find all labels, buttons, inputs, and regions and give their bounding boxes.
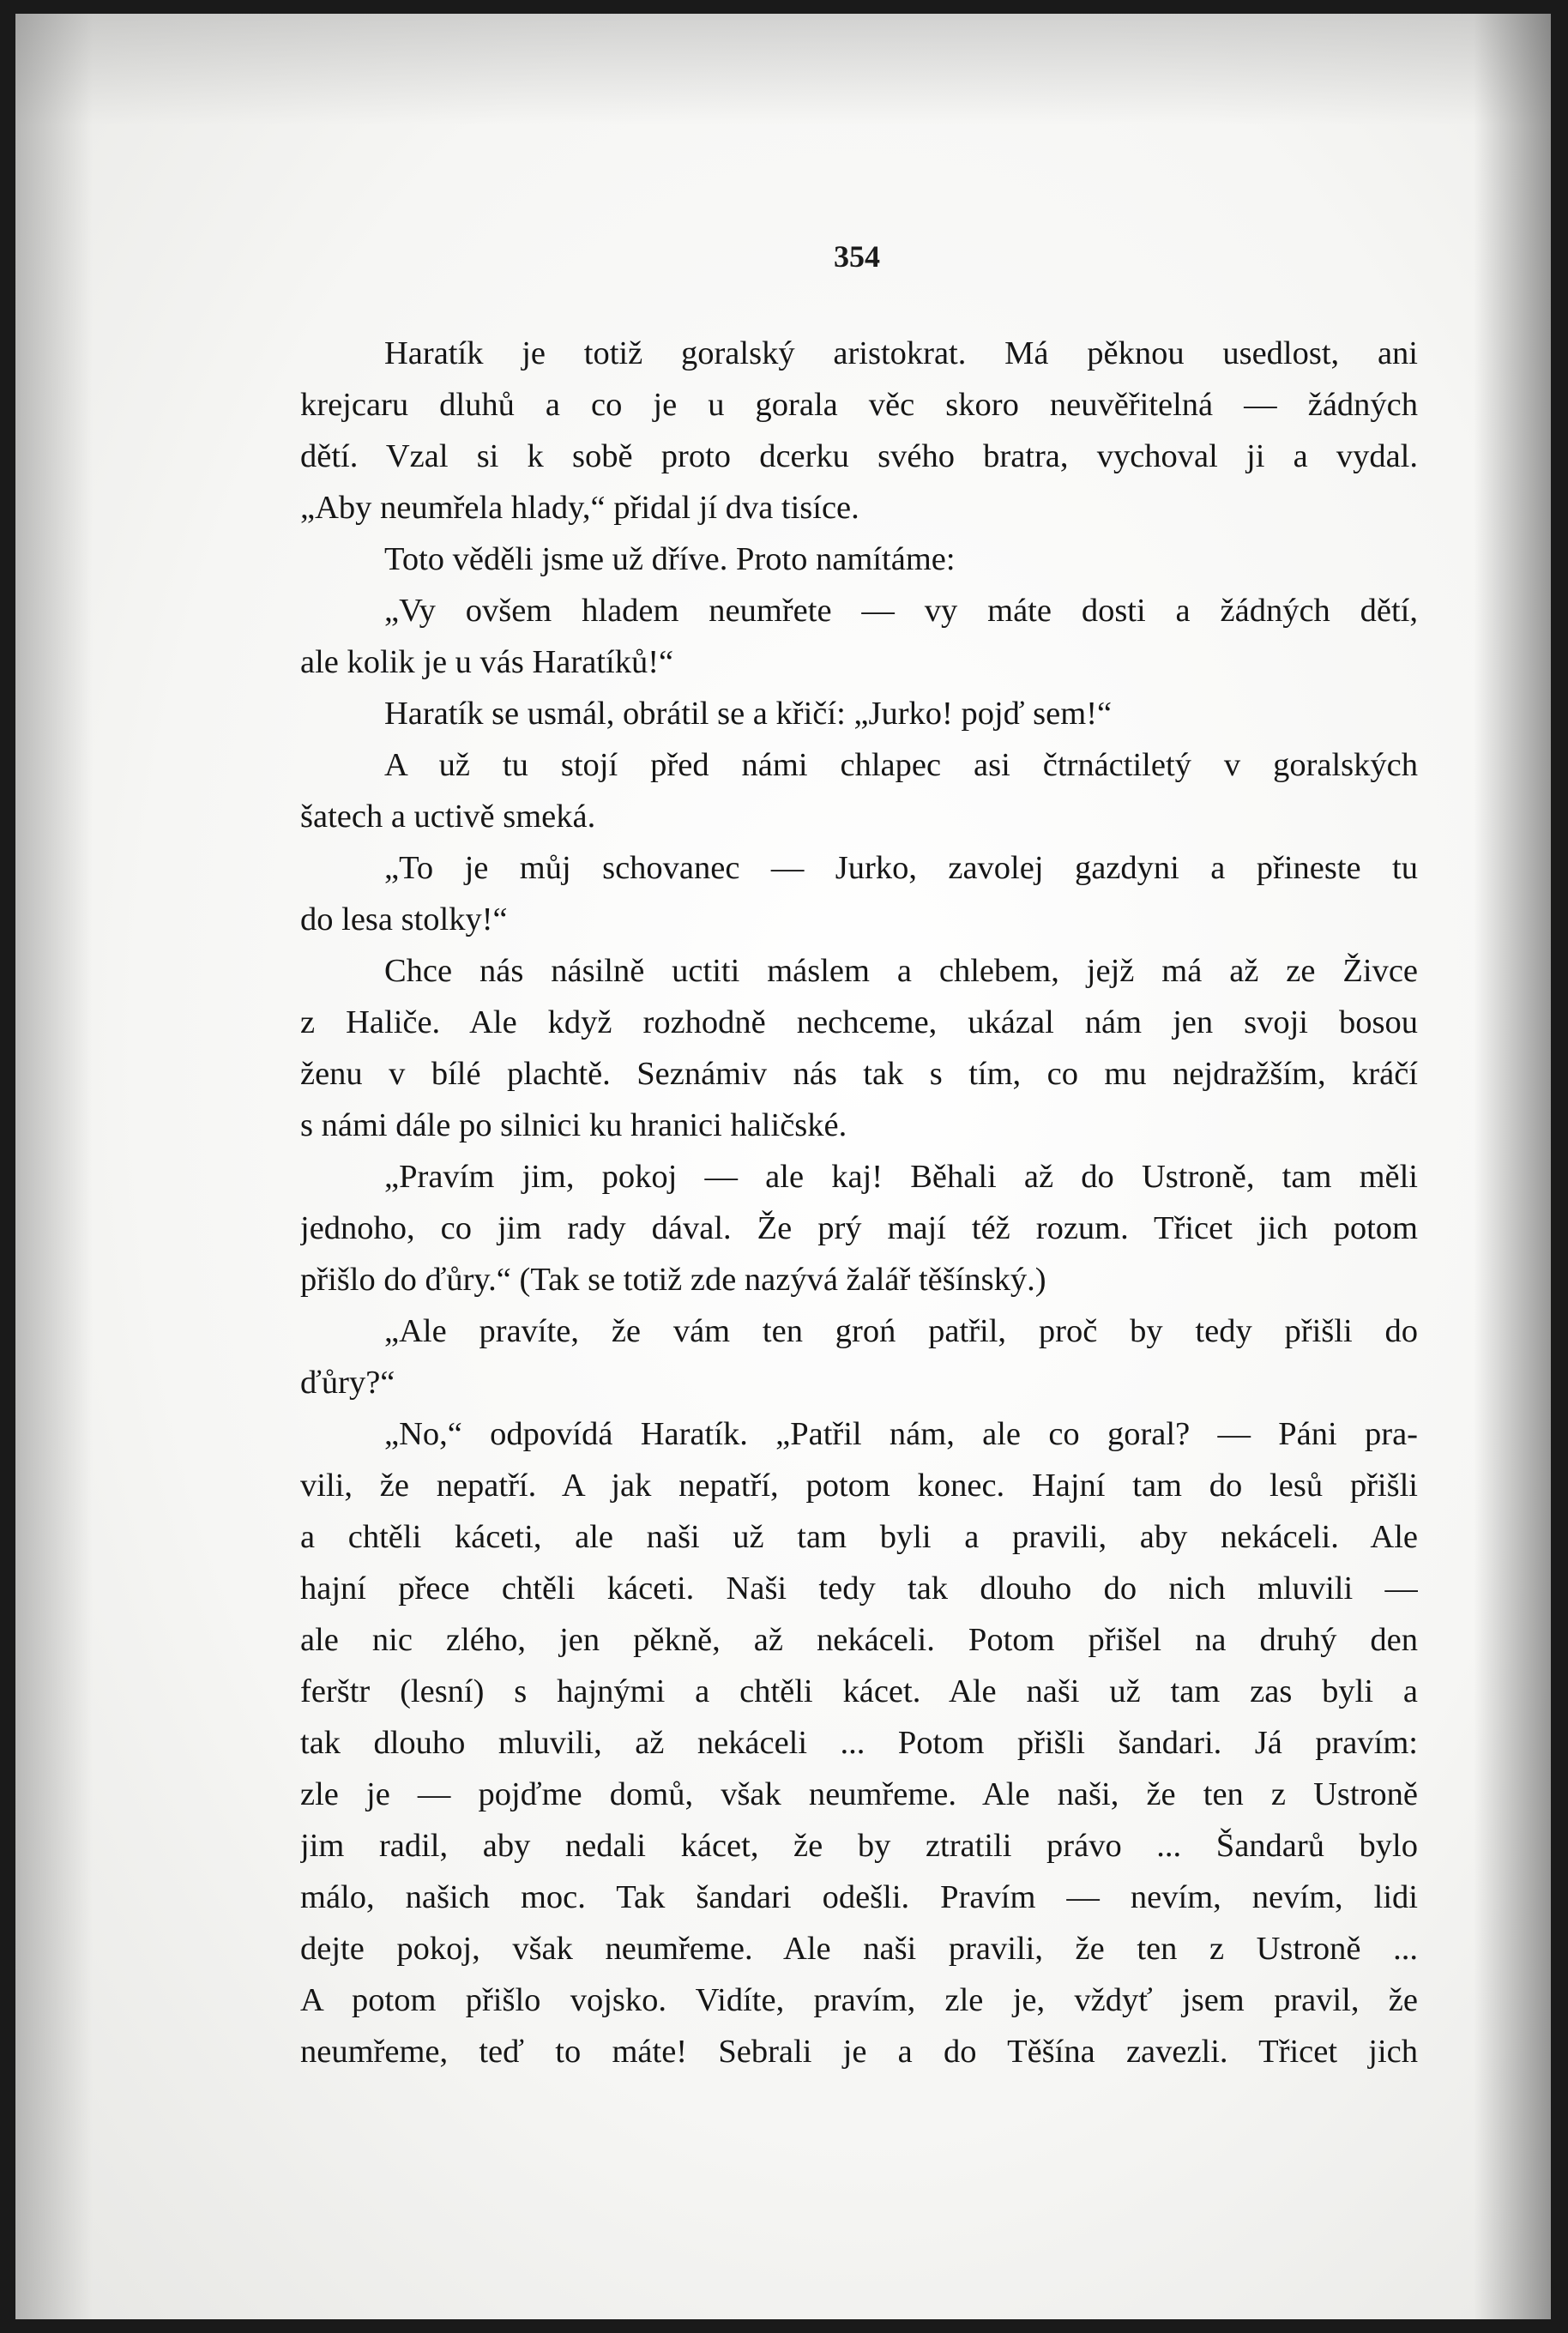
text-line: tak dlouho mluvili, až nekáceli ... Potom přišli šandari. Já pravím:	[300, 1725, 1418, 1761]
text-line: ale kolik je u vás Haratíků!“	[300, 644, 674, 680]
text-line: hajní přece chtěli káceti. Naši tedy tak dlouho do nich mluvili —	[300, 1570, 1418, 1607]
text-line: z Haliče. Ale když rozhodně nechceme, ukázal nám jen svoji bosou	[300, 1004, 1418, 1040]
book-page	[15, 14, 1551, 2319]
text-line: dětí. Vzal si k sobě proto dcerku svého bratra, vychoval ji a vydal.	[300, 438, 1418, 474]
text-line: ďůry?“	[300, 1365, 395, 1401]
text-line: A už tu stojí před námi chlapec asi čtrnáctiletý v goralských	[384, 747, 1418, 783]
text-line: Haratík se usmál, obrátil se a křičí: „Jurko! pojď sem!“	[384, 696, 1113, 732]
text-line: málo, našich moc. Tak šandari odešli. Pravím — nevím, nevím, lidi	[300, 1879, 1418, 1915]
text-line: „Pravím jim, pokoj — ale kaj! Běhali až do Ustroně, tam měli	[384, 1159, 1418, 1195]
text-line: „Vy ovšem hladem neumřete — vy máte dosti a žádných dětí,	[384, 593, 1418, 629]
text-line: „Aby neumřela hlady,“ přidal jí dva tisíce.	[300, 490, 859, 526]
text-line: „Ale pravíte, že vám ten groń patřil, proč by tedy přišli do	[384, 1313, 1418, 1349]
body-text	[300, 328, 1418, 2077]
text-line: krejcaru dluhů a co je u gorala věc skoro neuvěřitelná — žádných	[300, 387, 1418, 423]
scan-shadow-top	[15, 14, 1551, 125]
text-line: a chtěli káceti, ale naši už tam byli a pravili, aby nekáceli. Ale	[300, 1519, 1418, 1555]
scan-shadow-left	[15, 14, 93, 2319]
text-line: ženu v bílé plachtě. Seznámiv nás tak s tím, co mu nejdražším, kráčí	[300, 1056, 1418, 1092]
text-line: A potom přišlo vojsko. Vidíte, pravím, zle je, vždyť jsem pravil, že	[300, 1982, 1418, 2018]
text-line: dejte pokoj, však neumřeme. Ale naši pravili, že ten z Ustroně ...	[300, 1931, 1418, 1967]
page-number: 354	[834, 239, 880, 274]
text-line: „To je můj schovanec — Jurko, zavolej gazdyni a přineste tu	[384, 850, 1418, 886]
text-line: „No,“ odpovídá Haratík. „Patřil nám, ale co goral? — Páni pra-	[384, 1416, 1418, 1452]
text-line: Toto věděli jsme už dříve. Proto namítáme:	[384, 541, 956, 577]
text-line: do lesa stolky!“	[300, 901, 508, 937]
scan-shadow-right	[1474, 14, 1551, 2319]
text-line: s námi dále po silnici ku hranici haličské.	[300, 1107, 847, 1143]
text-line: zle je — pojďme domů, však neumřeme. Ale naši, že ten z Ustroně	[300, 1776, 1418, 1812]
text-line: šatech a uctivě smeká.	[300, 799, 596, 835]
text-line: vili, že nepatří. A jak nepatří, potom konec. Hajní tam do lesů přišli	[300, 1468, 1418, 1504]
text-line: Chce nás násilně uctiti máslem a chlebem, jejž má až ze Živce	[384, 953, 1418, 989]
text-line: jim radil, aby nedali kácet, že by ztratili právo ... Šandarů bylo	[300, 1828, 1418, 1864]
text-line: Haratík je totiž goralský aristokrat. Má pěknou usedlost, ani	[384, 335, 1418, 371]
text-line: přišlo do ďůry.“ (Tak se totiž zde nazývá žalář těšínský.)	[300, 1262, 1046, 1298]
text-line: ferštr (lesní) s hajnými a chtěli kácet. Ale naši už tam zas byli a	[300, 1673, 1418, 1709]
text-line: ale nic zlého, jen pěkně, až nekáceli. Potom přišel na druhý den	[300, 1622, 1418, 1658]
text-line: jednoho, co jim rady dával. Že prý mají též rozum. Třicet jich potom	[300, 1210, 1418, 1246]
text-line: neumřeme, teď to máte! Sebrali je a do Těšína zavezli. Třicet jich	[300, 2034, 1418, 2070]
